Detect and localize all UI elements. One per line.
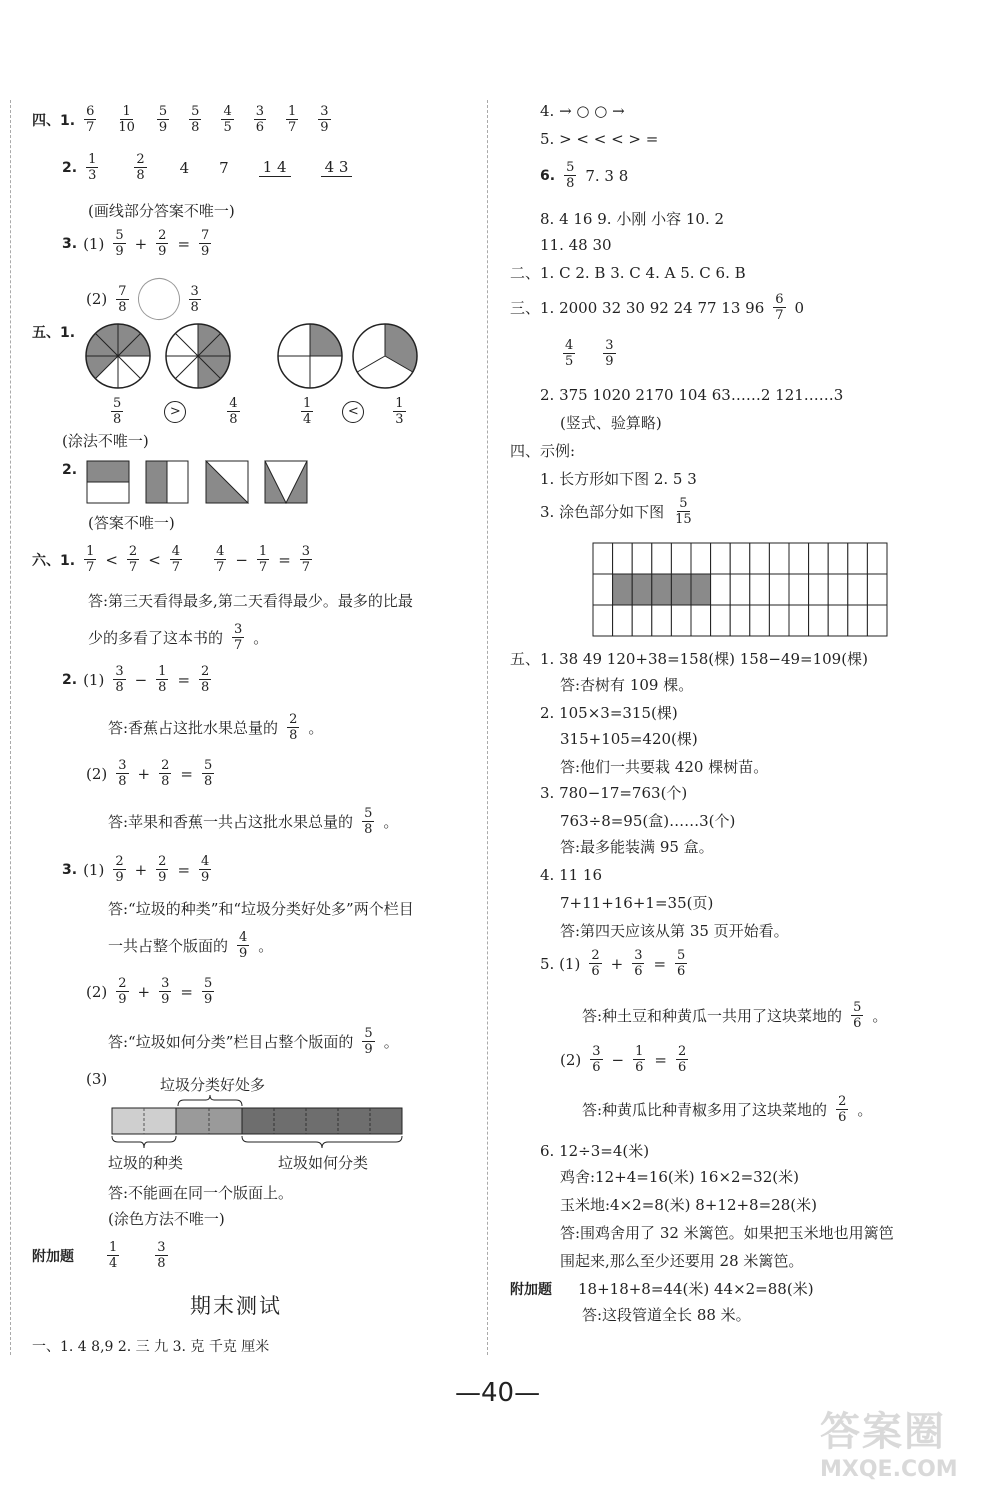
answer-text: 少的多看了这本书的 $\frac{3}{7}$ 。 xyxy=(88,622,269,653)
r-s3-2: 2. 375 1020 2170 104 63……2 121……3 xyxy=(540,386,844,404)
answer-text: 答:种土豆和种黄瓜一共用了这块菜地的 $\frac{5}{6}$ 。 xyxy=(582,1000,888,1031)
r-s4: 四、示例: xyxy=(510,442,576,460)
sub-label: (3) xyxy=(86,1070,108,1088)
compare-symbol: > xyxy=(164,401,186,423)
fraction: $\frac{2}{8}$ xyxy=(136,152,145,183)
answer-value: 4 xyxy=(179,158,190,177)
grid-cell xyxy=(632,605,652,636)
question-number: 2. xyxy=(62,462,78,478)
grid-cell xyxy=(652,605,672,636)
grid-cell xyxy=(828,574,848,605)
grid-cell xyxy=(593,543,613,574)
answer-text: 答:苹果和香蕉一共占这批水果总量的 $\frac{5}{8}$ 。 xyxy=(108,806,399,837)
answer-value: 1 4 xyxy=(259,158,291,177)
r-s5-5-1: 5. (1) $\frac{2}{6}$ + $\frac{3}{6}$ = $\frac{5}{6}$ xyxy=(540,948,686,979)
left-margin-line xyxy=(10,100,11,1355)
shaded-cell xyxy=(613,574,633,605)
grid-cell xyxy=(750,605,770,636)
shaded-cell xyxy=(691,574,711,605)
r-s5-6a: 6. 12÷3=4(米) xyxy=(540,1142,650,1160)
grid-cell xyxy=(848,574,868,605)
grid-cell xyxy=(769,543,789,574)
r-s3-1b: $\frac{4}{5}$ $\frac{3}{9}$ xyxy=(565,338,614,369)
compare-2: $\frac{1}{4}$ < $\frac{1}{3}$ xyxy=(303,396,404,427)
s6-q3-2: (2) $\frac{2}{9}$ + $\frac{3}{9}$ = $\frac{5}{9}$ xyxy=(86,976,213,1007)
grid-cell xyxy=(809,543,829,574)
answer-text: 答:香蕉占这批水果总量的 $\frac{2}{8}$ 。 xyxy=(108,712,324,743)
section-label: 六、1. xyxy=(32,552,76,569)
compare-symbol: < xyxy=(342,401,364,423)
fraction: $\frac{6}{7}$ xyxy=(86,104,95,135)
r-s5-3b: 763÷8=95(盒)……3(个) xyxy=(560,812,736,830)
bonus-left: 附加题 $\frac{1}{4}$ $\frac{3}{8}$ xyxy=(32,1240,166,1271)
fraction-circles xyxy=(80,318,420,398)
bar-label-left: 垃圾的种类 xyxy=(108,1154,184,1172)
note: (竖式、验算略) xyxy=(560,414,662,432)
grid-cell xyxy=(711,543,731,574)
grid-cell xyxy=(809,574,829,605)
s4-q1 xyxy=(32,104,334,135)
grid-cell xyxy=(613,605,633,636)
answer-value: 4 3 xyxy=(321,158,353,177)
r-s5-6e: 围起来,那么至少还要用 28 米篱笆。 xyxy=(560,1252,804,1270)
r-q6-7: 6. $\frac{5}{8}$ 7. 3 8 xyxy=(540,160,629,191)
final-q1: 一、1. 4 8,9 2. 三 九 3. 克 千克 厘米 xyxy=(32,1339,270,1355)
note: (涂色方法不唯一) xyxy=(108,1210,225,1228)
answer-value: 7 xyxy=(219,158,229,177)
shaded-squares xyxy=(86,460,316,506)
s6-q2-1: 2. (1) $\frac{3}{8}$ − $\frac{1}{8}$ = $\frac{2}{8}$ xyxy=(62,664,210,695)
r-s5-3a: 3. 780−17=763(个) xyxy=(540,784,688,802)
segment-bar xyxy=(110,1092,405,1152)
r-s5-1a: 五、1. 38 49 120+38=158(棵) 158−49=109(棵) xyxy=(510,650,868,668)
watermark-logo: 答案圈 MXQE.COM xyxy=(820,1409,958,1482)
answer-text: 答:种黄瓜比种青椒多用了这块菜地的 $\frac{2}{6}$ 。 xyxy=(582,1094,873,1125)
grid-diagram xyxy=(592,542,888,638)
question-number: 2. xyxy=(62,159,78,176)
shaded-cell xyxy=(652,574,672,605)
grid-cell xyxy=(593,605,613,636)
s6-q3-1: 3. (1) $\frac{2}{9}$ + $\frac{2}{9}$ = $\frac{4}{9}$ xyxy=(62,854,210,885)
section-label: 四、1. xyxy=(32,112,76,129)
fraction: $\frac{3}{6}$ xyxy=(255,104,265,135)
grid-cell xyxy=(828,543,848,574)
fraction-list xyxy=(81,104,334,135)
grid-cell xyxy=(652,543,672,574)
r-s5-2c: 答:他们一共要栽 420 棵树苗。 xyxy=(560,758,769,776)
r-s5-5-2: (2) $\frac{3}{6}$ − $\frac{1}{6}$ = $\frac{2}{6}$ xyxy=(560,1044,687,1075)
answer-text: 一共占整个版面的 $\frac{4}{9}$ 。 xyxy=(108,930,274,961)
sub-label: (2) xyxy=(86,290,108,308)
bar-label-top: 垃圾分类好处多 xyxy=(160,1076,266,1094)
section-title: 期末测试 xyxy=(190,1294,282,1318)
s6-q2-2: (2) $\frac{3}{8}$ + $\frac{2}{8}$ = $\frac{5}{8}$ xyxy=(86,758,213,789)
bonus-right: 附加题 18+18+8=44(米) 44×2=88(米) xyxy=(510,1280,814,1298)
r-s5-4b: 7+11+16+1=35(页) xyxy=(560,894,714,912)
fraction: $\frac{4}{5}$ xyxy=(223,104,232,135)
grid-cell xyxy=(711,605,731,636)
grid-cell xyxy=(691,605,711,636)
compare-1: $\frac{5}{8}$ > $\frac{4}{8}$ xyxy=(113,396,238,427)
answer-text: 答:“垃圾如何分类”栏目占整个版面的 $\frac{5}{9}$ 。 xyxy=(108,1026,399,1057)
r-q8: 8. 4 16 9. 小刚 小容 10. 2 xyxy=(540,210,725,228)
r-s3-1: 三、1. 2000 32 30 92 24 77 13 96 $\frac{6}{7}$ 0 xyxy=(510,292,805,323)
grid-cell xyxy=(730,543,750,574)
fraction: $\frac{3}{9}$ xyxy=(320,104,329,135)
shaded-cell xyxy=(632,574,652,605)
r-s5-6b: 鸡舍:12+4=16(米) 16×2=32(米) xyxy=(560,1168,799,1186)
grid-cell xyxy=(671,605,691,636)
grid-cell xyxy=(769,605,789,636)
s4-q3-2: (2) $\frac{7}{8}$ $\frac{3}{8}$ xyxy=(86,278,204,320)
grid-cell xyxy=(789,605,809,636)
bar-label-right: 垃圾如何分类 xyxy=(278,1154,369,1172)
grid-cell xyxy=(848,605,868,636)
r-s5-4a: 4. 11 16 xyxy=(540,866,603,884)
grid-cell xyxy=(671,543,691,574)
grid-cell xyxy=(632,543,652,574)
fraction: $\frac{1}{7}$ xyxy=(288,104,297,135)
grid-cell xyxy=(730,605,750,636)
question-number: 3. xyxy=(62,235,78,252)
grid-cell xyxy=(789,543,809,574)
r-s5-3c: 答:最多能装满 95 盒。 xyxy=(560,838,714,856)
grid-cell xyxy=(593,574,613,605)
grid-cell xyxy=(867,605,887,636)
sub-label: (1) xyxy=(83,234,105,253)
note: (涂法不唯一) xyxy=(62,432,149,450)
grid-cell xyxy=(730,574,750,605)
fraction: $\frac{5}{9}$ xyxy=(158,104,168,135)
note: (画线部分答案不唯一) xyxy=(88,202,235,220)
r-s4-3: 3. 涂色部分如下图 $\frac{5}{15}$ xyxy=(540,496,692,527)
answer-text: 答:不能画在同一个版面上。 xyxy=(108,1184,294,1202)
r-s5-6d: 答:围鸡舍用了 32 米篱笆。如果把玉米地也用篱笆 xyxy=(560,1224,894,1242)
grid-cell xyxy=(691,543,711,574)
grid-cell xyxy=(711,574,731,605)
grid-cell xyxy=(789,574,809,605)
r-s5-2a: 2. 105×3=315(棵) xyxy=(540,704,678,722)
note: (答案不唯一) xyxy=(88,514,175,532)
r-s2: 二、1. C 2. B 3. C 4. A 5. C 6. B xyxy=(510,264,746,282)
r-s4-1: 1. 长方形如下图 2. 5 3 xyxy=(540,470,697,488)
grid-cell xyxy=(769,574,789,605)
s6-q1: 六、1. $\frac{1}{7}$ < $\frac{2}{7}$ < $\frac{4}{7}$ $\frac{4}{7}$ − $\frac{1}{7}$ = $\frac{3}{7}$ xyxy=(32,544,311,575)
grid-cell xyxy=(809,605,829,636)
page-number: —40— xyxy=(455,1378,541,1408)
column-divider xyxy=(487,100,488,1355)
r-s5-4c: 答:第四天应该从第 35 页开始看。 xyxy=(560,922,789,940)
section-label: 五、1. xyxy=(32,325,76,341)
r-bonus-b: 答:这段管道全长 88 米。 xyxy=(582,1306,751,1324)
fraction: $\frac{1}{10}$ xyxy=(118,104,135,135)
answer-text: 答:“垃圾的种类”和“垃圾分类好处多”两个栏目 xyxy=(108,900,414,918)
fraction: $\frac{5}{8}$ xyxy=(191,104,200,135)
s4-q3-1: 3. (1) $\frac{5}{9}$ + $\frac{2}{9}$ = $\frac{7}{9}$ xyxy=(62,228,210,259)
r-q4: 4. → ○ ○ → xyxy=(540,102,625,120)
answer-text: 答:第三天看得最多,第二天看得最少。最多的比最 xyxy=(88,592,413,610)
r-q5: 5. > < < < > = xyxy=(540,130,659,148)
s4-q2 xyxy=(62,152,352,183)
grid-cell xyxy=(867,543,887,574)
fraction: $\frac{1}{3}$ xyxy=(88,152,97,183)
r-s5-2b: 315+105=420(棵) xyxy=(560,730,698,748)
grid-cell xyxy=(867,574,887,605)
grid-cell xyxy=(848,543,868,574)
grid-cell xyxy=(828,605,848,636)
r-s5-1b: 答:杏树有 109 棵。 xyxy=(560,676,694,694)
grid-cell xyxy=(750,574,770,605)
shaded-cell xyxy=(671,574,691,605)
grid-cell xyxy=(613,543,633,574)
grid-cell xyxy=(750,543,770,574)
r-s5-6c: 玉米地:4×2=8(米) 8+12+8=28(米) xyxy=(560,1196,817,1214)
r-q11: 11. 48 30 xyxy=(540,236,612,254)
